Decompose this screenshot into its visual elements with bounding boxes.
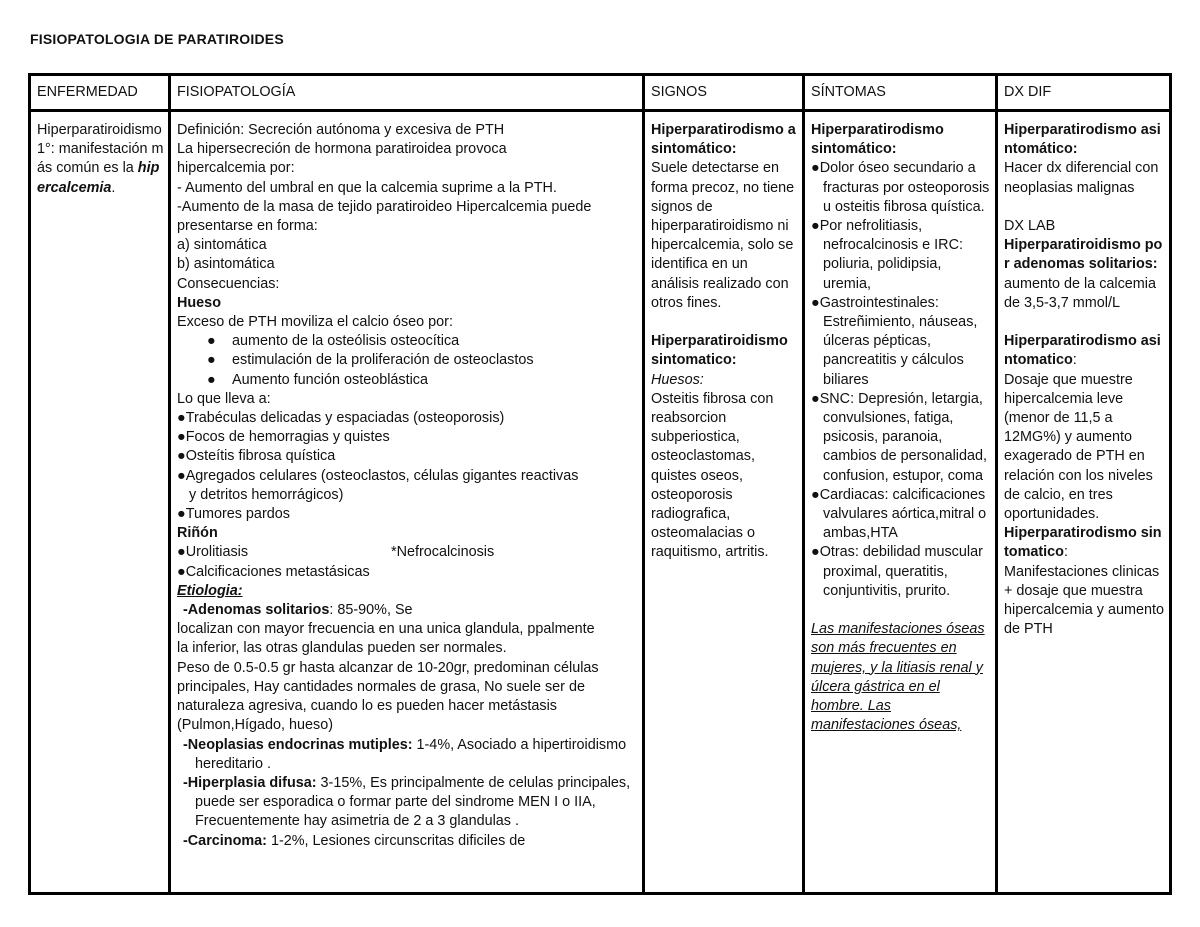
list-item: ● aumento de la osteólisis osteocítica bbox=[207, 333, 460, 350]
intro-text: La hipersecreción de hormona paratiroidea provoca hipercalcemia por: bbox=[177, 141, 507, 177]
signos-asintomatico-text: Suele detectarse en forma precoz, no tiene signos de hiperparatiroidismo ni hipercalcemia, solo se identifica en un análisis realizado con otros fines. bbox=[651, 160, 795, 311]
adenomas-text: localizan con mayor frecuencia en una unica glandula, ppalmente la inferior, las otras glandulas pueden ser normales. bbox=[177, 621, 595, 657]
consecuencias: Consecuencias: bbox=[177, 275, 280, 292]
list-item: ●Otras: debilidad muscular proximal, queratitis, conjuntivitis, prurito. bbox=[811, 544, 983, 599]
dx-asintomatico-2-text: Dosaje que muestre hipercalcemia leve (menor de 11,5 a 12MG%) y aumento exagerado de PTH en relación con los niveles de calcio, en tres oportunidades. bbox=[1004, 371, 1153, 523]
causa-1: - Aumento del umbral en que la calcemia suprime a la PTH. bbox=[177, 179, 557, 196]
enfermedad-text: Hiperparatiroidismo 1°: manifestación más común es la bbox=[37, 122, 164, 177]
dx-lab-label: DX LAB bbox=[1004, 218, 1056, 234]
signos-huesos: Huesos: bbox=[651, 371, 704, 388]
hiperplasia-item: -Hiperplasia difusa: 3-15%, Es principalmente de celulas principales, puede ser esporadica o formar parte del sindrome MEN I o IIA, Frecuentemente hay asimetria de 2 a 3 glandulas . bbox=[183, 774, 631, 830]
list-item: ●Tumores pardos bbox=[177, 506, 290, 523]
document-title: FISIOPATOLOGIA DE PARATIROIDES bbox=[30, 31, 284, 47]
sintomas-title: Hiperparatirodismo sintomático: bbox=[811, 122, 944, 158]
peso-text: Peso de 0.5-0.5 gr hasta alcanzar de 10-20gr, predominan células principales, Hay cantidades normales de grasa, No suele ser de naturaleza agresiva, cuando lo es pueden hacer metástasis (Pulmon,Hígado, hueso) bbox=[177, 659, 599, 734]
cell-enfermedad: Hiperparatiroidismo 1°: manifestación más común es la hipercalcemia. bbox=[30, 111, 170, 894]
list-item: ●Cardiacas: calcificaciones valvulares aórtica,mitral o ambas,HTA bbox=[811, 486, 987, 542]
signos-sintomatico-text: Osteitis fibrosa con reabsorcion subperiostica, osteoclastomas, quistes oseos, osteoporosis radiografica, osteomalacias o raquitismo, artritis. bbox=[651, 390, 774, 561]
signos-sintomatico-title: Hiperparatiroidismo sintomatico: bbox=[651, 333, 788, 369]
cell-signos bbox=[644, 111, 804, 894]
signos-asintomatico-title: Hiperparatirodismo asintomático: bbox=[651, 122, 796, 158]
header-enfermedad: ENFERMEDAD bbox=[30, 75, 170, 111]
forma-a: a) sintomática bbox=[177, 237, 267, 254]
enfermedad-emphasis: hipercalcemia bbox=[37, 160, 160, 196]
header-sintomas: SÍNTOMAS bbox=[804, 75, 997, 111]
header-signos: SIGNOS bbox=[644, 75, 804, 111]
list-item: ●SNC: Depresión, letargia, convulsiones, fatiga, psicosis, paranoia, cambios de personalidad, confusion, estupor, coma bbox=[811, 390, 987, 484]
header-row bbox=[30, 75, 1171, 111]
dx-asintomatico-text: Hacer dx diferencial con neoplasias malignas bbox=[1004, 160, 1159, 196]
list-item: ●Calcificaciones metastásicas bbox=[177, 563, 370, 580]
list-item: ●Dolor óseo secundario a fracturas por osteoporosis u osteitis fibrosa quística. bbox=[811, 160, 990, 215]
cell-fisiopatologia bbox=[170, 111, 644, 894]
list-item: ●Trabéculas delicadas y espaciadas (osteoporosis) bbox=[177, 410, 505, 427]
lleva-a: Lo que lleva a: bbox=[177, 390, 271, 407]
sintomas-note: Las manifestaciones óseas son más frecuentes en mujeres, y la litiasis renal y úlcera gástrica en el hombre. Las manifestaciones óseas, bbox=[811, 621, 985, 734]
list-item: ●Urolitiasis *Nefrocalcinosis bbox=[177, 544, 495, 561]
dx-sintomatico: Hiperparatirodismo sintomatico: bbox=[1004, 525, 1162, 561]
etiologia-heading: Etiologia: bbox=[177, 582, 243, 599]
forma-b: b) asintomática bbox=[177, 256, 275, 273]
neoplasias-item: -Neoplasias endocrinas mutiples: 1-4%, Asociado a hipertiroidismo hereditario . bbox=[183, 736, 627, 772]
cell-sintomas bbox=[804, 111, 997, 894]
rinon-label: Riñón bbox=[177, 525, 218, 542]
header-fisiopatologia: FISIOPATOLOGÍA bbox=[170, 75, 644, 111]
hueso-label: Hueso bbox=[177, 294, 221, 311]
list-item: ●Por nefrolitiasis, nefrocalcinosis e IRC: poliuria, polidipsia, uremia, bbox=[811, 218, 963, 292]
dx-asintomatico-title: Hiperparatirodismo asintomático: bbox=[1004, 122, 1161, 158]
list-item: ●Agregados celulares (osteoclastos, células gigantes reactivas y detritos hemorrágicos) bbox=[177, 467, 579, 503]
header-dx-dif: DX DIF bbox=[997, 75, 1171, 111]
list-item: ● estimulación de la proliferación de osteoclastos bbox=[207, 352, 534, 369]
cell-dx-dif bbox=[997, 111, 1171, 894]
causa-2: -Aumento de la masa de tejido paratiroideo Hipercalcemia puede presentarse en forma: bbox=[177, 198, 592, 235]
list-item: ●Osteítis fibrosa quística bbox=[177, 448, 336, 465]
list-item: ● Aumento función osteoblástica bbox=[207, 371, 428, 388]
pathophysiology-table bbox=[28, 73, 1172, 895]
content-row bbox=[30, 111, 1171, 894]
dx-sintomatico-text: Manifestaciones clinicas + dosaje que muestra hipercalcemia y aumento de PTH bbox=[1004, 563, 1164, 638]
adenomas-line: -Adenomas solitarios: 85-90%, Se bbox=[183, 602, 413, 619]
dx-adenoma: Hiperparatiroidismo por adenomas solitarios: aumento de la calcemia de 3,5-3,7 mmol/L bbox=[1004, 237, 1163, 311]
dx-asintomatico-2: Hiperparatirodismo asintomatico: bbox=[1004, 333, 1161, 369]
list-item: ●Focos de hemorragias y quistes bbox=[177, 429, 390, 446]
list-item: ●Gastrointestinales: Estreñimiento, náuseas, úlceras pépticas, pancreatitis y cálculos biliares bbox=[811, 294, 978, 388]
definicion: Definición: Secreción autónoma y excesiva de PTH bbox=[177, 122, 505, 138]
hueso-intro: Exceso de PTH moviliza el calcio óseo por: bbox=[177, 314, 453, 331]
carcinoma-item: -Carcinoma: 1-2%, Lesiones circunscritas dificiles de bbox=[183, 832, 526, 849]
